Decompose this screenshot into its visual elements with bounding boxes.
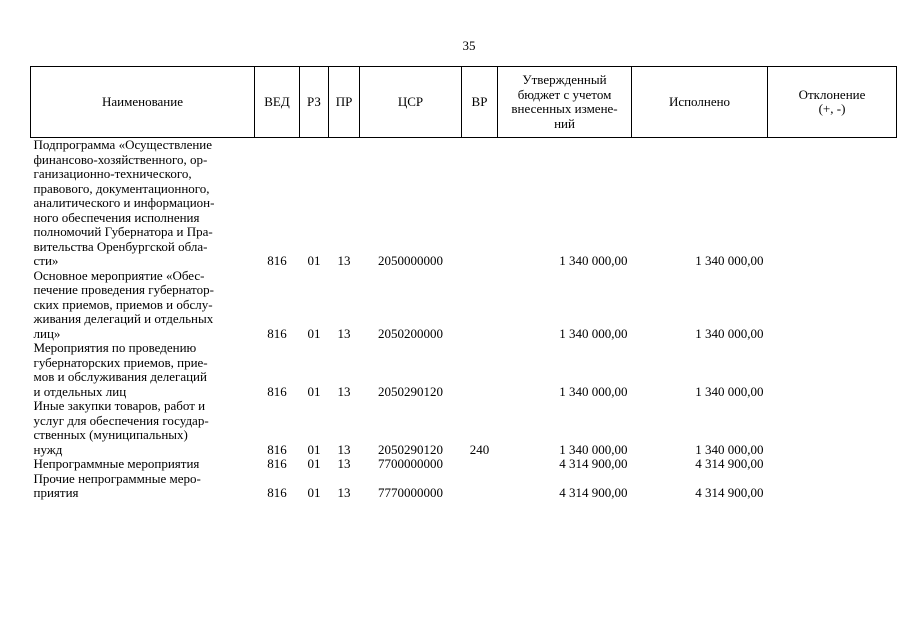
row-rz: 01 <box>307 485 321 500</box>
budget-table <box>30 66 897 501</box>
row-name: Иные закупки товаров, работ и услуг для обеспечения государ- ственных (муниципальных) нужд <box>33 398 209 457</box>
row-executed: 1 340 000,00 <box>695 325 764 341</box>
row-ved: 816 <box>267 383 287 399</box>
row-rz: 01 <box>307 441 321 457</box>
row-budget: 1 340 000,00 <box>559 253 628 268</box>
row-pr: 13 <box>337 253 351 268</box>
row-pr: 13 <box>337 456 351 471</box>
row-vr <box>462 341 498 399</box>
row-name: Прочие непрограммные меро- приятия <box>33 470 201 500</box>
row-csr: 2050000000 <box>378 253 443 268</box>
header-rz: РЗ <box>300 67 329 138</box>
row-vr <box>462 472 498 501</box>
row-executed: 4 314 900,00 <box>695 456 764 471</box>
table-row <box>31 457 897 472</box>
row-csr: 2050290120 <box>378 441 443 457</box>
header-csr: ЦСР <box>360 67 462 138</box>
row-executed: 1 340 000,00 <box>695 383 764 399</box>
header-deviation: Отклонение (+, -) <box>768 67 897 138</box>
row-ved: 816 <box>267 485 287 500</box>
row-csr: 7770000000 <box>378 485 443 500</box>
row-budget: 1 340 000,00 <box>559 325 628 341</box>
header-name: Наименование <box>31 67 255 138</box>
row-budget: 1 340 000,00 <box>559 441 628 457</box>
row-pr: 13 <box>337 383 351 399</box>
row-name: Подпрограмма «Осуществление финансово-хозяйственного, ор- ганизационно-технического, правового, документационного, аналитического и информацион- ного обеспечения исполнения полномочий Губернатора и Пра- вительства Оренбургской обла- сти» <box>33 137 215 268</box>
row-deviation <box>768 341 897 399</box>
row-executed: 1 340 000,00 <box>695 441 764 457</box>
table-header-row <box>31 67 897 138</box>
row-csr: 2050290120 <box>378 383 443 399</box>
row-ved: 816 <box>267 441 287 457</box>
row-rz: 01 <box>307 253 321 268</box>
table-row <box>31 341 897 399</box>
page-number: 35 <box>462 38 476 53</box>
row-budget: 4 314 900,00 <box>559 456 628 471</box>
header-ved: ВЕД <box>255 67 300 138</box>
row-vr <box>462 457 498 472</box>
row-pr: 13 <box>337 325 351 341</box>
header-executed: Исполнено <box>632 67 768 138</box>
row-deviation <box>768 269 897 342</box>
row-deviation <box>768 138 897 269</box>
table-row <box>31 138 897 269</box>
row-name: Основное мероприятие «Обес- печение проведения губернатор- ских приемов, приемов и обслу- живания делегаций и отдельных лиц» <box>33 267 214 341</box>
row-pr: 13 <box>337 485 351 500</box>
row-vr <box>462 269 498 342</box>
row-budget: 4 314 900,00 <box>559 485 628 500</box>
row-vr <box>462 138 498 269</box>
row-vr: 240 <box>469 441 490 457</box>
header-vr: ВР <box>462 67 498 138</box>
row-ved: 816 <box>267 253 287 268</box>
row-deviation <box>768 472 897 501</box>
row-name: Непрограммные мероприятия <box>33 456 200 471</box>
row-deviation <box>768 399 897 457</box>
row-name: Мероприятия по проведению губернаторских приемов, прие- мов и обслуживания делегаций и отдельных лиц <box>33 340 208 399</box>
row-deviation <box>768 457 897 472</box>
row-rz: 01 <box>307 325 321 341</box>
row-ved: 816 <box>267 325 287 341</box>
row-executed: 1 340 000,00 <box>695 253 764 268</box>
header-pr: ПР <box>329 67 360 138</box>
table-row <box>31 269 897 342</box>
row-ved: 816 <box>267 456 287 471</box>
table-row <box>31 472 897 501</box>
row-pr: 13 <box>337 441 351 457</box>
row-budget: 1 340 000,00 <box>559 383 628 399</box>
row-csr: 7700000000 <box>378 456 443 471</box>
row-csr: 2050200000 <box>378 325 443 341</box>
row-executed: 4 314 900,00 <box>695 485 764 500</box>
row-rz: 01 <box>307 456 321 471</box>
header-budget: Утвержденный бюджет с учетом внесенных измене- ний <box>498 67 632 138</box>
row-rz: 01 <box>307 383 321 399</box>
table-row <box>31 399 897 457</box>
